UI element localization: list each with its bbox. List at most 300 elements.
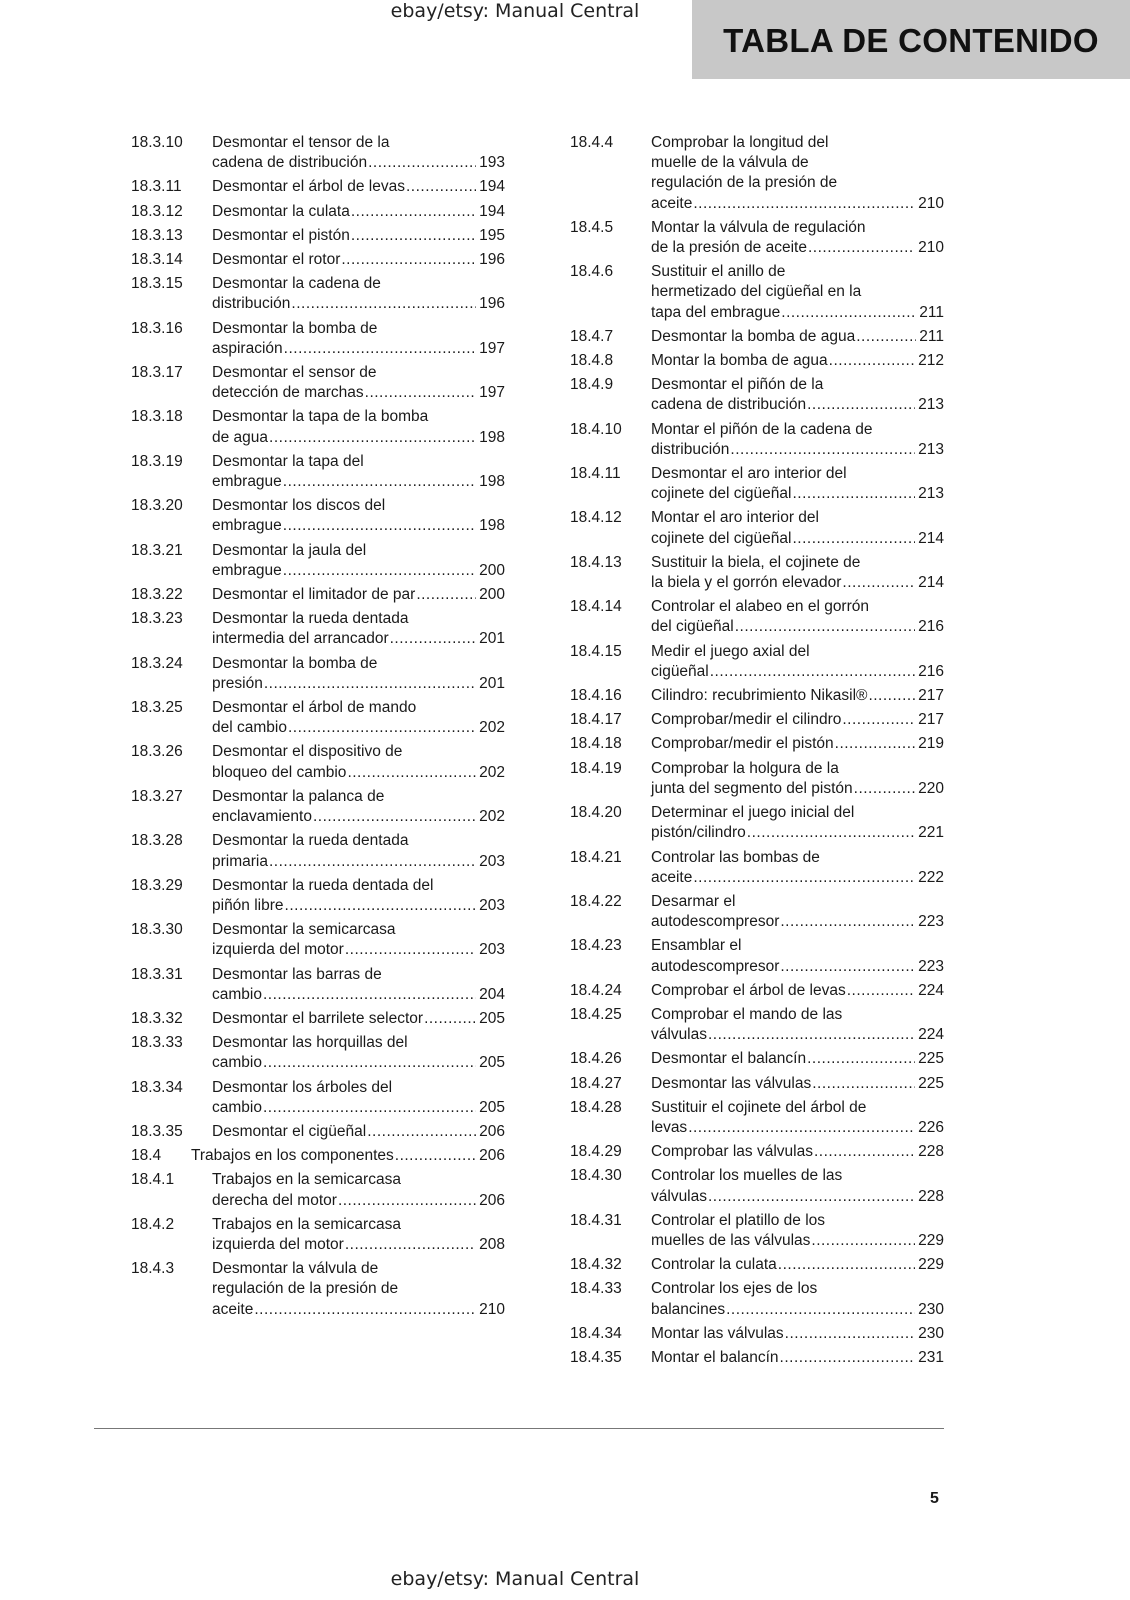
toc-entry-page: 210 xyxy=(918,194,944,212)
watermark-top: ebay/etsy: Manual Central xyxy=(390,0,640,22)
toc-entry-page: 194 xyxy=(479,178,505,196)
toc-entry-page: 230 xyxy=(918,1324,944,1342)
toc-entry-number: 18.4.20 xyxy=(570,804,622,822)
dot-leader xyxy=(708,1187,915,1207)
toc-entry-title-line: Desmontar las válvulas xyxy=(651,1074,812,1092)
dot-leader xyxy=(726,1300,915,1320)
toc-entry-title-line: Desmontar el rotor xyxy=(212,251,341,269)
toc-entry[interactable] xyxy=(131,133,505,173)
dot-leader xyxy=(693,194,915,214)
toc-entry-page: 198 xyxy=(479,517,505,535)
dot-leader xyxy=(792,484,915,504)
toc-entry-title xyxy=(651,375,944,415)
toc-entry-number: 18.3.17 xyxy=(131,364,183,382)
toc-entry-number: 18.3.23 xyxy=(131,610,183,628)
toc-entry-title-line: distribución xyxy=(212,295,291,313)
dot-leader xyxy=(780,957,915,977)
toc-entry[interactable] xyxy=(131,609,505,649)
toc-entry-title xyxy=(651,710,944,730)
toc-entry-number: 18.3.29 xyxy=(131,876,183,894)
toc-entry-page: 224 xyxy=(918,981,944,999)
dot-leader xyxy=(780,1348,916,1368)
toc-entry-page: 216 xyxy=(918,618,944,636)
toc-entry-page: 225 xyxy=(918,1074,944,1092)
toc-entry-title-line: Controlar los ejes de los xyxy=(651,1280,818,1298)
toc-entry[interactable] xyxy=(131,1033,505,1073)
toc-entry-title-line: embrague xyxy=(212,517,282,535)
toc-entry-title-line: regulación de la presión de xyxy=(651,174,838,192)
dot-leader xyxy=(367,1122,476,1142)
footer-divider xyxy=(94,1428,944,1429)
dot-leader xyxy=(283,472,476,492)
toc-entry-title xyxy=(212,654,505,694)
toc-entry-title xyxy=(651,936,944,976)
toc-entry[interactable] xyxy=(570,375,944,415)
dot-leader xyxy=(345,940,476,960)
toc-entry-page: 222 xyxy=(918,868,944,886)
toc-entry-title-line: aceite xyxy=(651,194,693,212)
toc-entry-title-line: Controlar el alabeo en el gorrón xyxy=(651,598,869,616)
dot-leader xyxy=(341,250,476,270)
toc-entry-number: 18.3.16 xyxy=(131,319,183,337)
dot-leader xyxy=(283,561,476,581)
page-number: 5 xyxy=(930,1490,939,1507)
toc-entry-title xyxy=(212,1122,505,1142)
toc-entry[interactable] xyxy=(131,585,505,605)
toc-entry-number: 18.4 xyxy=(131,1147,162,1165)
toc-entry-title xyxy=(651,464,944,504)
toc-entry[interactable] xyxy=(131,1122,505,1142)
toc-entry-number: 18.4.33 xyxy=(570,1280,622,1298)
toc-entry-title-line: Desmontar la tapa del xyxy=(212,452,364,470)
toc-entry-number: 18.4.2 xyxy=(131,1215,175,1233)
toc-entry-title-line: Comprobar las válvulas xyxy=(651,1143,813,1161)
toc-entry-title-line: autodescompresor xyxy=(651,957,780,975)
toc-entry[interactable] xyxy=(131,1170,505,1210)
toc-entry-page: 231 xyxy=(918,1348,944,1366)
toc-entry[interactable] xyxy=(570,420,944,460)
dot-leader xyxy=(395,1146,476,1166)
toc-entry-title xyxy=(212,1078,505,1118)
toc-entry-page: 225 xyxy=(918,1050,944,1068)
toc-entry[interactable] xyxy=(570,218,944,258)
toc-entry-page: 201 xyxy=(479,630,505,648)
toc-entry-number: 18.3.28 xyxy=(131,832,183,850)
toc-entry[interactable] xyxy=(131,1009,505,1029)
toc-entry[interactable] xyxy=(131,742,505,782)
toc-entry[interactable] xyxy=(570,892,944,932)
toc-entry[interactable] xyxy=(131,654,505,694)
toc-entry-title-line: de agua xyxy=(212,428,269,446)
toc-entry-number: 18.3.12 xyxy=(131,202,183,220)
dot-leader xyxy=(807,1049,915,1069)
dot-leader xyxy=(285,896,477,916)
toc-entry-title-line: Desmontar el limitador de par xyxy=(212,586,416,604)
toc-entry-title-line: del cigüeñal xyxy=(651,618,734,636)
toc-entry-title-line: Comprobar la holgura de la xyxy=(651,759,839,777)
toc-entry-title xyxy=(651,642,944,682)
toc-entry-title-line: distribución xyxy=(651,440,730,458)
toc-entry-title-line: Desmontar la rueda dentada xyxy=(212,832,409,850)
toc-entry[interactable] xyxy=(131,177,505,197)
toc-entry-number: 18.3.24 xyxy=(131,654,183,672)
toc-entry-page: 206 xyxy=(479,1122,505,1140)
toc-entry-number: 18.4.24 xyxy=(570,981,622,999)
toc-entry-number: 18.4.13 xyxy=(570,553,622,571)
toc-entry[interactable] xyxy=(570,262,944,323)
toc-entry[interactable] xyxy=(570,1211,944,1251)
toc-entry-title-line: aspiración xyxy=(212,339,283,357)
dot-leader xyxy=(735,617,915,637)
toc-entry[interactable] xyxy=(570,1098,944,1138)
toc-entry-page: 221 xyxy=(918,824,944,842)
toc-entry-number: 18.4.34 xyxy=(570,1324,622,1342)
toc-entry[interactable] xyxy=(131,1078,505,1118)
toc-entry-title-line: Trabajos en la semicarcasa xyxy=(212,1215,401,1233)
toc-entry-number: 18.4.10 xyxy=(570,420,622,438)
toc-entry-title xyxy=(651,734,944,754)
toc-entry-title-line: Desmontar las barras de xyxy=(212,965,382,983)
toc-entry[interactable] xyxy=(570,1142,944,1162)
toc-entry-page: 210 xyxy=(479,1300,505,1318)
dot-leader xyxy=(288,718,476,738)
toc-entry[interactable] xyxy=(131,1146,505,1166)
toc-entry-title-line: válvulas xyxy=(651,1187,707,1205)
dot-leader xyxy=(269,428,476,448)
toc-entry[interactable] xyxy=(570,759,944,799)
toc-entry-title xyxy=(651,508,944,548)
toc-entry-title xyxy=(651,218,944,258)
toc-entry-title-line: pistón/cilindro xyxy=(651,824,746,842)
toc-entry-title-line: cambio xyxy=(212,985,262,1003)
toc-entry-title-line: Desmontar el tensor de la xyxy=(212,134,390,151)
toc-entry-title xyxy=(212,965,505,1005)
toc-entry-number: 18.3.19 xyxy=(131,452,183,470)
toc-entry-title-line: Cilindro: recubrimiento Nikasil® xyxy=(651,687,868,705)
toc-entry-title-line: Controlar los muelles de las xyxy=(651,1167,843,1185)
toc-entry[interactable] xyxy=(131,831,505,871)
toc-entry-page: 224 xyxy=(918,1026,944,1044)
toc-entry-number: 18.4.14 xyxy=(570,598,622,616)
toc-entry-page: 210 xyxy=(918,239,944,257)
toc-entry[interactable] xyxy=(131,452,505,492)
toc-entry[interactable] xyxy=(570,710,944,730)
toc-entry-title-line: Desmontar el árbol de mando xyxy=(212,699,417,717)
toc-entry-number: 18.3.31 xyxy=(131,965,183,983)
toc-entry-page: 211 xyxy=(919,327,944,345)
toc-entry-page: 230 xyxy=(918,1300,944,1318)
toc-entry[interactable] xyxy=(570,848,944,888)
toc-entry-title-line: embrague xyxy=(212,561,282,579)
toc-entry[interactable] xyxy=(131,226,505,246)
toc-entry-title-line: presión xyxy=(212,674,263,692)
toc-entry-title xyxy=(651,1142,944,1162)
toc-entry-title-line: detección de marchas xyxy=(212,384,364,402)
dot-leader xyxy=(868,686,915,706)
title-banner xyxy=(692,0,1130,79)
toc-entry-title-line: Determinar el juego inicial del xyxy=(651,804,855,822)
toc-entry[interactable] xyxy=(131,876,505,916)
toc-entry-title xyxy=(212,407,505,447)
toc-entry[interactable] xyxy=(570,508,944,548)
toc-entry-title-line: Desmontar la rueda dentada del xyxy=(212,876,434,894)
toc-entry[interactable] xyxy=(131,250,505,270)
toc-entry-page: 208 xyxy=(479,1235,505,1253)
toc-entry[interactable] xyxy=(131,496,505,536)
toc-entry-page: 205 xyxy=(479,1009,505,1027)
toc-entry-title-line: Desmontar la bomba de xyxy=(212,654,378,672)
toc-entry[interactable] xyxy=(131,1259,505,1320)
toc-entry-number: 18.4.7 xyxy=(570,327,614,345)
toc-entry[interactable] xyxy=(570,734,944,754)
dot-leader xyxy=(264,674,476,694)
toc-entry[interactable] xyxy=(570,133,944,214)
toc-entry-number: 18.3.10 xyxy=(131,134,183,151)
toc-entry[interactable] xyxy=(570,981,944,1001)
toc-entry-title xyxy=(212,177,505,197)
toc-entry-title-line: Montar el piñón de la cadena de xyxy=(651,420,873,438)
toc-entry-title-line: Comprobar el mando de las xyxy=(651,1005,843,1023)
toc-entry-number: 18.4.31 xyxy=(570,1211,622,1229)
dot-leader xyxy=(254,1300,476,1320)
toc-entry-number: 18.3.33 xyxy=(131,1034,183,1052)
dot-leader xyxy=(829,351,915,371)
toc-entry-page: 203 xyxy=(479,941,505,959)
toc-entry-number: 18.4.8 xyxy=(570,352,614,370)
toc-entry-number: 18.4.23 xyxy=(570,937,622,955)
dot-leader xyxy=(842,573,915,593)
toc-entry-number: 18.4.25 xyxy=(570,1005,622,1023)
toc-entry-number: 18.4.26 xyxy=(570,1050,622,1068)
toc-entry-number: 18.4.28 xyxy=(570,1098,622,1116)
toc-entry[interactable] xyxy=(570,327,944,347)
toc-entry-number: 18.3.35 xyxy=(131,1122,183,1140)
toc-entry-title-line: Controlar las bombas de xyxy=(651,848,820,866)
toc-entry-title xyxy=(651,1211,944,1251)
toc-entry-title-line: Desmontar la jaula del xyxy=(212,541,367,559)
toc-entry-title-line: piñón libre xyxy=(212,896,284,914)
toc-entry-page: 220 xyxy=(918,779,944,797)
toc-entry[interactable] xyxy=(570,464,944,504)
toc-entry-page: 197 xyxy=(479,339,505,357)
toc-entry-number: 18.4.32 xyxy=(570,1256,622,1274)
toc-entry-title-line: Sustituir la biela, el cojinete de xyxy=(651,553,861,571)
dot-leader xyxy=(263,985,476,1005)
dot-leader xyxy=(807,395,915,415)
toc-entry[interactable] xyxy=(570,1348,944,1368)
toc-entry-title-line: Desmontar las horquillas del xyxy=(212,1034,408,1052)
toc-entry-title-line: Desmontar el dispositivo de xyxy=(212,743,403,761)
toc-entry[interactable] xyxy=(570,1005,944,1045)
toc-entry-title xyxy=(212,541,505,581)
dot-leader xyxy=(283,516,476,536)
toc-entry[interactable] xyxy=(131,787,505,827)
toc-entry-title-line: Montar las válvulas xyxy=(651,1324,784,1342)
toc-entry[interactable] xyxy=(570,936,944,976)
toc-entry-title-line: Desmontar la cadena de xyxy=(212,275,381,293)
toc-entry[interactable] xyxy=(570,1324,944,1344)
dot-leader xyxy=(710,662,915,682)
toc-entry-title xyxy=(191,1146,505,1166)
toc-entry[interactable] xyxy=(131,965,505,1005)
toc-entry-title-line: la biela y el gorrón elevador xyxy=(651,574,842,592)
toc-entry[interactable] xyxy=(131,698,505,738)
toc-entry-page: 223 xyxy=(918,957,944,975)
dot-leader xyxy=(792,529,915,549)
toc-entry-title-line: Desmontar la válvula de xyxy=(212,1260,379,1278)
toc-entry-page: 206 xyxy=(479,1147,505,1165)
dot-leader xyxy=(780,912,915,932)
toc-entry-title xyxy=(651,1255,944,1275)
toc-entry-page: 205 xyxy=(479,1098,505,1116)
toc-entry-title xyxy=(212,363,505,403)
toc-entry-page: 204 xyxy=(479,985,505,1003)
toc-entry-number: 18.3.20 xyxy=(131,497,183,515)
toc-entry-page: 205 xyxy=(479,1054,505,1072)
dot-leader xyxy=(730,440,915,460)
toc-entry-title-line: Desmontar la bomba de xyxy=(212,319,378,337)
toc-entry-title-line: cigüeñal xyxy=(651,662,709,680)
toc-entry[interactable] xyxy=(570,1049,944,1069)
toc-entry[interactable] xyxy=(570,686,944,706)
toc-entry-number: 18.3.15 xyxy=(131,275,183,293)
toc-entry[interactable] xyxy=(131,407,505,447)
toc-entry-title xyxy=(212,698,505,738)
toc-entry-title-line: autodescompresor xyxy=(651,913,780,931)
toc-entry-title-line: cambio xyxy=(212,1098,262,1116)
toc-entry[interactable] xyxy=(131,274,505,314)
dot-leader xyxy=(263,1098,476,1118)
dot-leader xyxy=(390,629,477,649)
toc-entry-title xyxy=(212,133,505,173)
toc-entry[interactable] xyxy=(570,597,944,637)
toc-entry-title-line: Desmontar el balancín xyxy=(651,1050,807,1068)
toc-entry-title-line: Desmontar la semicarcasa xyxy=(212,921,396,939)
toc-entry-title-line: balancines xyxy=(651,1300,726,1318)
dot-leader xyxy=(842,710,915,730)
toc-entry[interactable] xyxy=(570,642,944,682)
toc-entry-title-line: Desmontar la palanca de xyxy=(212,787,385,805)
toc-entry-number: 18.4.15 xyxy=(570,642,622,660)
toc-entry-page: 203 xyxy=(479,852,505,870)
toc-entry-number: 18.3.32 xyxy=(131,1009,183,1027)
toc-entry-page: 206 xyxy=(479,1191,505,1209)
toc-entry[interactable] xyxy=(131,363,505,403)
toc-entry-number: 18.4.11 xyxy=(570,465,621,483)
toc-entry[interactable] xyxy=(131,1215,505,1255)
dot-leader xyxy=(708,1025,915,1045)
dot-leader xyxy=(785,1324,915,1344)
toc-entry-title-line: Sustituir el cojinete del árbol de xyxy=(651,1098,867,1116)
toc-entry[interactable] xyxy=(570,351,944,371)
toc-entry-number: 18.3.18 xyxy=(131,408,183,426)
toc-entry-title-line: Comprobar/medir el cilindro xyxy=(651,711,842,729)
toc-entry-title xyxy=(651,351,944,371)
toc-entry-title-line: Desmontar la tapa de la bomba xyxy=(212,408,429,426)
toc-entry-page: 194 xyxy=(479,202,505,220)
toc-entry-number: 18.4.3 xyxy=(131,1260,175,1278)
toc-entry-title-line: cambio xyxy=(212,1054,262,1072)
toc-entry[interactable] xyxy=(570,1166,944,1206)
toc-entry-title-line: junta del segmento del pistón xyxy=(651,779,853,797)
toc-entry-title-line: Desmontar el cigüeñal xyxy=(212,1122,367,1140)
toc-entry-page: 213 xyxy=(918,440,944,458)
dot-leader xyxy=(345,1235,476,1255)
toc-entry[interactable] xyxy=(570,553,944,593)
toc-entry[interactable] xyxy=(570,1255,944,1275)
toc-entry-title xyxy=(212,1009,505,1029)
toc-entry-page: 200 xyxy=(479,586,505,604)
toc-entry-title-line: tapa del embrague xyxy=(651,303,781,321)
toc-entry-number: 18.4.9 xyxy=(570,376,614,394)
toc-entry[interactable] xyxy=(131,319,505,359)
toc-entry-title-line: Montar la bomba de agua xyxy=(651,352,828,370)
toc-entry-title xyxy=(651,1049,944,1069)
toc-entry-title-line: Desmontar la culata xyxy=(212,202,350,220)
toc-entry-title xyxy=(651,1348,944,1368)
toc-entry-number: 18.4.17 xyxy=(570,711,622,729)
toc-entry-number: 18.4.29 xyxy=(570,1143,622,1161)
toc-entry-title xyxy=(212,831,505,871)
toc-entry-number: 18.4.22 xyxy=(570,892,622,910)
toc-entry[interactable] xyxy=(131,920,505,960)
toc-entry[interactable] xyxy=(570,1279,944,1319)
toc-entry-title-line: Comprobar la longitud del xyxy=(651,134,829,151)
toc-entry-number: 18.3.21 xyxy=(131,541,183,559)
toc-entry-number: 18.3.14 xyxy=(131,251,183,269)
toc-entry-title xyxy=(212,452,505,492)
dot-leader xyxy=(693,868,915,888)
toc-entry-title xyxy=(651,597,944,637)
toc-entry-title xyxy=(212,319,505,359)
toc-entry-title-line: Desmontar el árbol de levas xyxy=(212,178,405,196)
toc-entry-page: 195 xyxy=(479,226,505,244)
toc-entry-title-line: derecha del motor xyxy=(212,1191,337,1209)
toc-entry-title-line: Controlar la culata xyxy=(651,1256,777,1274)
toc-entry-number: 18.4.30 xyxy=(570,1167,622,1185)
toc-entry-number: 18.3.26 xyxy=(131,743,183,761)
toc-entry[interactable] xyxy=(570,803,944,843)
toc-entry-page: 211 xyxy=(919,303,944,321)
toc-entry-title xyxy=(651,133,944,214)
toc-entry[interactable] xyxy=(131,541,505,581)
toc-entry-title xyxy=(212,1259,505,1320)
toc-entry[interactable] xyxy=(131,202,505,222)
toc-entry-title xyxy=(212,787,505,827)
toc-entry-page: 201 xyxy=(479,674,505,692)
toc-entry-title-line: izquierda del motor xyxy=(212,941,344,959)
toc-entry-page: 212 xyxy=(918,352,944,370)
toc-entry-page: 216 xyxy=(918,662,944,680)
toc-entry-page: 196 xyxy=(479,251,505,269)
toc-entry[interactable] xyxy=(570,1074,944,1094)
toc-entry-page: 203 xyxy=(479,896,505,914)
toc-entry-page: 202 xyxy=(479,763,505,781)
dot-leader xyxy=(811,1231,915,1251)
toc-entry-title xyxy=(651,420,944,460)
toc-entry-title xyxy=(212,585,505,605)
toc-entry-title xyxy=(212,226,505,246)
toc-entry-title-line: aceite xyxy=(212,1300,254,1318)
dot-leader xyxy=(338,1191,476,1211)
toc-entry-number: 18.3.34 xyxy=(131,1078,183,1096)
toc-entry-page: 198 xyxy=(479,473,505,491)
toc-entry-number: 18.4.6 xyxy=(570,263,614,281)
toc-entry-page: 228 xyxy=(918,1143,944,1161)
dot-leader xyxy=(847,981,915,1001)
toc-entry-title-line: Trabajos en los componentes xyxy=(191,1147,394,1165)
toc-entry-title xyxy=(651,1098,944,1138)
